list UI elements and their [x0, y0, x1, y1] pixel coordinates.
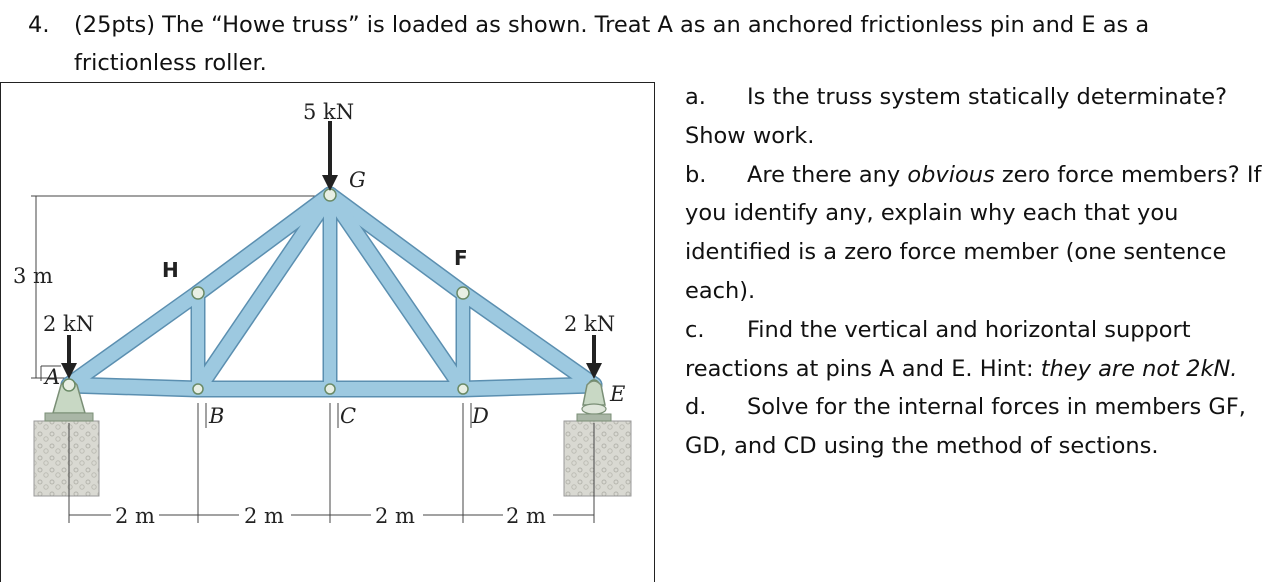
load-label-right: 2 kN	[564, 312, 616, 336]
part-3	[685, 388, 1265, 466]
span-label-1: 2 m	[115, 504, 155, 528]
part-1	[685, 156, 1265, 311]
question-parts	[685, 78, 1265, 466]
member-DE	[463, 385, 594, 389]
joint-label-A: A	[45, 365, 61, 389]
load-label-left: 2 kN	[43, 312, 95, 336]
part-letter: c.	[685, 316, 705, 343]
part-text-segment: they are not 2kN.	[1040, 355, 1238, 382]
joint-label-F: F	[454, 246, 468, 270]
right-ground-block	[564, 421, 631, 496]
part-text-segment: Find the vertical and horizontal support reactions at pins A and E. Hint:	[685, 316, 1191, 382]
part-2	[685, 311, 1265, 389]
member-GD	[330, 195, 463, 389]
span-label-2: 2 m	[244, 504, 284, 528]
left-ground-block	[34, 421, 99, 496]
part-text-segment: Solve for the internal forces in members GF, GD, and CD using the method of sections.	[685, 394, 1246, 460]
member-BG	[198, 195, 330, 389]
joint-label-C: C	[340, 404, 357, 428]
truss-figure	[0, 82, 655, 582]
height-dimension-label: 3 m	[13, 264, 53, 288]
member-AH	[69, 293, 198, 385]
member-FE	[463, 293, 594, 385]
part-text-segment: zero force members? If you identify any, explain why each that you identified is a zero force member (one sentence each).	[685, 161, 1262, 304]
part-text-segment: obvious	[907, 161, 995, 188]
part-text-segment: Are there any	[747, 161, 908, 188]
span-label-4: 2 m	[506, 504, 546, 528]
load-label-top: 5 kN	[303, 100, 355, 124]
joint-label-G: G	[349, 168, 366, 192]
joint-label-B: B	[209, 404, 225, 428]
joint-label-D: D	[472, 404, 489, 428]
question-header	[28, 6, 1258, 82]
joint-label-E: E	[610, 382, 626, 406]
member-AB	[69, 385, 198, 389]
question-text: (25pts) The “Howe truss” is loaded as shown. Treat A as an anchored frictionless pin and E as a frictionless roller.	[74, 12, 1150, 76]
question-number: 4.	[28, 12, 50, 38]
truss-members	[69, 195, 594, 389]
part-letter: a.	[685, 84, 706, 110]
part-letter: b.	[685, 161, 707, 188]
part-text-segment: Is the truss system statically determinate? Show work.	[685, 84, 1228, 149]
span-label-3: 2 m	[375, 504, 415, 528]
joint-label-H: H	[162, 258, 179, 282]
truss-diagram	[1, 83, 655, 582]
part-0	[685, 78, 1265, 156]
part-letter: d.	[685, 394, 707, 421]
